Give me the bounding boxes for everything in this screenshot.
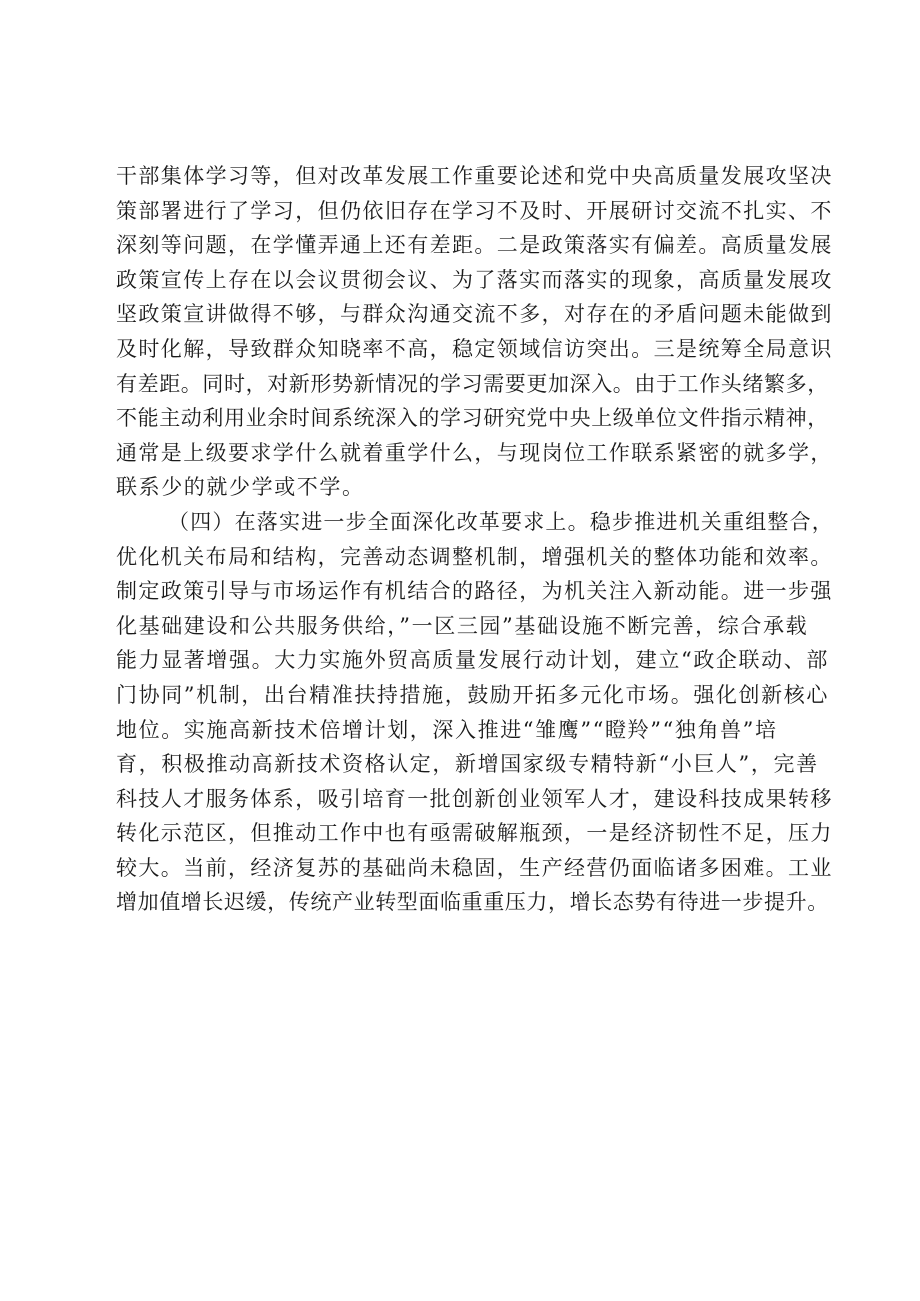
text-line: 增加值增长迟缓，传统产业转型面临重重压力，增长态势有待进一步提升。 <box>116 890 829 915</box>
text-line: 化基础建设和公共服务供给，”一区三园”基础设施不断完善，综合承载 <box>116 613 809 638</box>
text-line: 育，积极推动高新技术资格认定，新增国家级专精特新“小巨人”，完善 <box>116 752 819 777</box>
paragraph-section-four <box>116 505 836 920</box>
text-line: 转化示范区，但推动工作中也有亟需破解瓶颈，一是经济韧性不足，压力 <box>116 821 833 846</box>
text-line: 优化机关布局和结构，完善动态调整机制，增强机关的整体功能和效率。 <box>116 544 833 569</box>
text-line: 有差距。同时，对新形势新情况的学习需要更加深入。由于工作头绪繁多， <box>116 371 829 396</box>
text-line: 策部署进行了学习，但仍依旧存在学习不及时、开展研讨交流不扎实、不 <box>116 198 833 223</box>
text-line: 地位。实施高新技术倍增计划，深入推进“雏鹰”“瞪羚”“独角兽”培 <box>116 717 778 742</box>
text-line: 深刻等问题，在学懂弄通上还有差距。二是政策落实有偏差。高质量发展 <box>116 233 833 258</box>
text-line: 及时化解，导致群众知晓率不高，稳定领域信访突出。三是统筹全局意识 <box>116 336 833 361</box>
text-line: 科技人才服务体系，吸引培育一批创新创业领军人才，建设科技成果转移 <box>116 786 833 811</box>
text-line: 制定政策引导与市场运作有机结合的路径，为机关注入新动能。进一步强 <box>116 579 833 604</box>
document-body <box>116 159 836 920</box>
text-line: 政策宣传上存在以会议贯彻会议、为了落实而落实的现象，高质量发展攻 <box>116 267 833 292</box>
text-line: 干部集体学习等，但对改革发展工作重要论述和党中央高质量发展攻坚决 <box>116 164 833 188</box>
text-line: 坚政策宣讲做得不够，与群众沟通交流不多，对存在的矛盾问题未能做到 <box>116 302 833 327</box>
text-line: 联系少的就少学或不学。 <box>116 475 365 500</box>
text-line: 不能主动利用业余时间系统深入的学习研究党中央上级单位文件指示精神， <box>116 406 829 431</box>
text-line: 门协同”机制，出台精准扶持措施，鼓励开拓多元化市场。强化创新核心 <box>116 682 829 707</box>
section-heading-line: （四）在落实进一步全面深化改革要求上。稳步推进机关重组整合， <box>168 509 834 534</box>
paragraph-continued <box>116 159 836 505</box>
text-line: 能力显著增强。大力实施外贸高质量发展行动计划，建立“政企联动、部 <box>116 648 829 673</box>
text-line: 通常是上级要求学什么就着重学什么，与现岗位工作联系紧密的就多学， <box>116 440 833 465</box>
text-line: 较大。当前，经济复苏的基础尚未稳固，生产经营仍面临诸多困难。工业 <box>116 855 833 880</box>
